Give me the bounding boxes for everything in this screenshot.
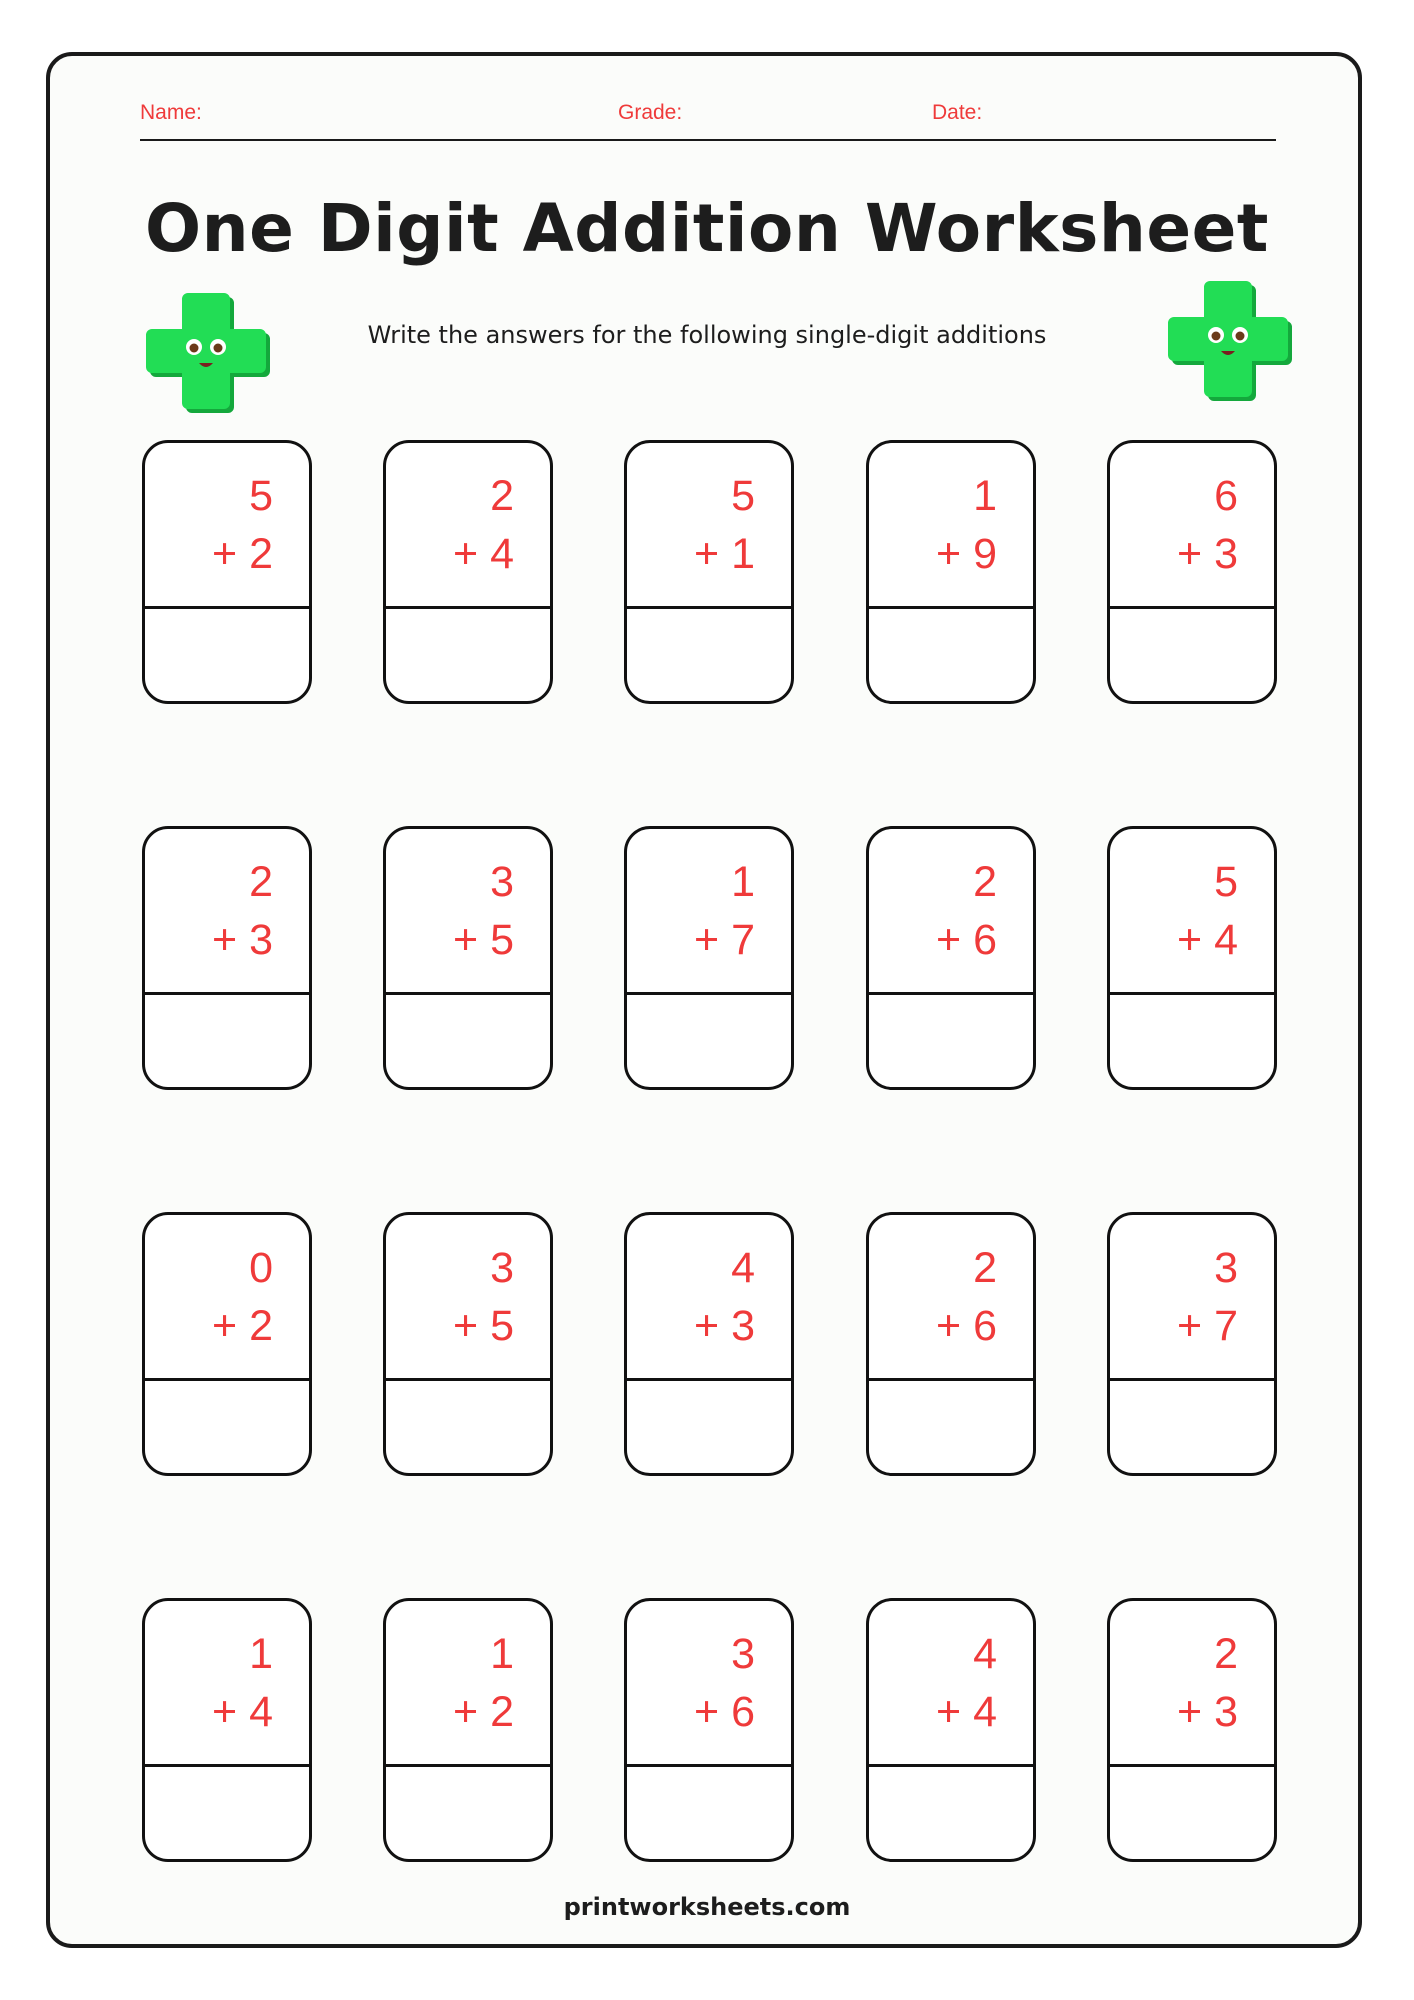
answer-box[interactable]: [145, 1764, 309, 1859]
answer-box[interactable]: [869, 1378, 1033, 1473]
problem-addend-bottom: + 5: [453, 1302, 514, 1350]
problem-card: [383, 826, 553, 1090]
green-plus-mascot-icon: [144, 287, 276, 417]
answer-box[interactable]: [386, 606, 550, 701]
answer-box[interactable]: [627, 606, 791, 701]
problem-addend-bottom: + 6: [694, 1688, 755, 1736]
problem-addend-top: 3: [731, 1630, 755, 1678]
problem-addend-top: 4: [973, 1630, 997, 1678]
problem-addend-bottom: + 1: [694, 530, 755, 578]
instructions-text: Write the answers for the following single-digit additions: [367, 321, 1047, 349]
footer-site: printworksheets.com: [563, 1893, 851, 1921]
problem-addend-bottom: + 3: [1177, 530, 1238, 578]
answer-box[interactable]: [1110, 1378, 1274, 1473]
problem-card: [142, 826, 312, 1090]
problem-card: [866, 826, 1036, 1090]
problem-addend-bottom: + 2: [212, 1302, 273, 1350]
problem-card: [1107, 826, 1277, 1090]
problem-addend-top: 5: [731, 472, 755, 520]
name-label: Name:: [140, 101, 202, 124]
answer-box[interactable]: [145, 1378, 309, 1473]
problem-addend-top: 3: [490, 1244, 514, 1292]
answer-box[interactable]: [627, 1378, 791, 1473]
answer-box[interactable]: [869, 992, 1033, 1087]
problem-addend-top: 4: [731, 1244, 755, 1292]
problem-addend-bottom: + 3: [1177, 1688, 1238, 1736]
problem-addend-top: 3: [490, 858, 514, 906]
problem-addend-bottom: + 7: [1177, 1302, 1238, 1350]
problem-addend-top: 1: [490, 1630, 514, 1678]
problem-card: [866, 440, 1036, 704]
problem-card: [1107, 1598, 1277, 1862]
answer-box[interactable]: [1110, 1764, 1274, 1859]
problem-card: [142, 1598, 312, 1862]
answer-box[interactable]: [386, 1764, 550, 1859]
answer-box[interactable]: [386, 1378, 550, 1473]
answer-box[interactable]: [627, 992, 791, 1087]
problem-addend-top: 2: [249, 858, 273, 906]
problem-addend-top: 5: [249, 472, 273, 520]
problem-addend-bottom: + 4: [1177, 916, 1238, 964]
answer-box[interactable]: [869, 1764, 1033, 1859]
problem-addend-bottom: + 4: [212, 1688, 273, 1736]
problem-card: [866, 1212, 1036, 1476]
problem-card: [383, 1212, 553, 1476]
problem-card: [866, 1598, 1036, 1862]
problem-addend-top: 2: [973, 1244, 997, 1292]
problem-addend-top: 1: [249, 1630, 273, 1678]
problem-addend-top: 2: [973, 858, 997, 906]
problem-addend-bottom: + 2: [453, 1688, 514, 1736]
date-label: Date:: [932, 101, 983, 124]
problem-addend-bottom: + 4: [936, 1688, 997, 1736]
problem-card: [624, 826, 794, 1090]
answer-box[interactable]: [145, 606, 309, 701]
answer-box[interactable]: [627, 1764, 791, 1859]
problem-addend-top: 1: [731, 858, 755, 906]
problem-addend-top: 2: [490, 472, 514, 520]
problem-addend-bottom: + 6: [936, 916, 997, 964]
problem-card: [383, 1598, 553, 1862]
answer-box[interactable]: [1110, 606, 1274, 701]
problem-addend-bottom: + 3: [694, 1302, 755, 1350]
problem-addend-top: 3: [1214, 1244, 1238, 1292]
problem-addend-bottom: + 7: [694, 916, 755, 964]
problem-addend-top: 0: [249, 1244, 273, 1292]
problem-card: [1107, 1212, 1277, 1476]
problem-addend-bottom: + 4: [453, 530, 514, 578]
problem-addend-bottom: + 3: [212, 916, 273, 964]
answer-box[interactable]: [145, 992, 309, 1087]
page-title: One Digit Addition Worksheet: [145, 190, 1269, 267]
problem-addend-bottom: + 6: [936, 1302, 997, 1350]
problem-addend-bottom: + 9: [936, 530, 997, 578]
answer-box[interactable]: [869, 606, 1033, 701]
problem-card: [624, 1212, 794, 1476]
problem-addend-top: 6: [1214, 472, 1238, 520]
problem-card: [624, 1598, 794, 1862]
problem-addend-top: 2: [1214, 1630, 1238, 1678]
grade-label: Grade:: [618, 101, 683, 124]
problem-card: [1107, 440, 1277, 704]
problem-addend-top: 5: [1214, 858, 1238, 906]
problem-addend-bottom: + 5: [453, 916, 514, 964]
problem-card: [383, 440, 553, 704]
problem-card: [142, 440, 312, 704]
answer-box[interactable]: [1110, 992, 1274, 1087]
problem-card: [142, 1212, 312, 1476]
student-info-line: [140, 95, 1276, 141]
answer-box[interactable]: [386, 992, 550, 1087]
problem-addend-top: 1: [973, 472, 997, 520]
problem-addend-bottom: + 2: [212, 530, 273, 578]
problem-card: [624, 440, 794, 704]
